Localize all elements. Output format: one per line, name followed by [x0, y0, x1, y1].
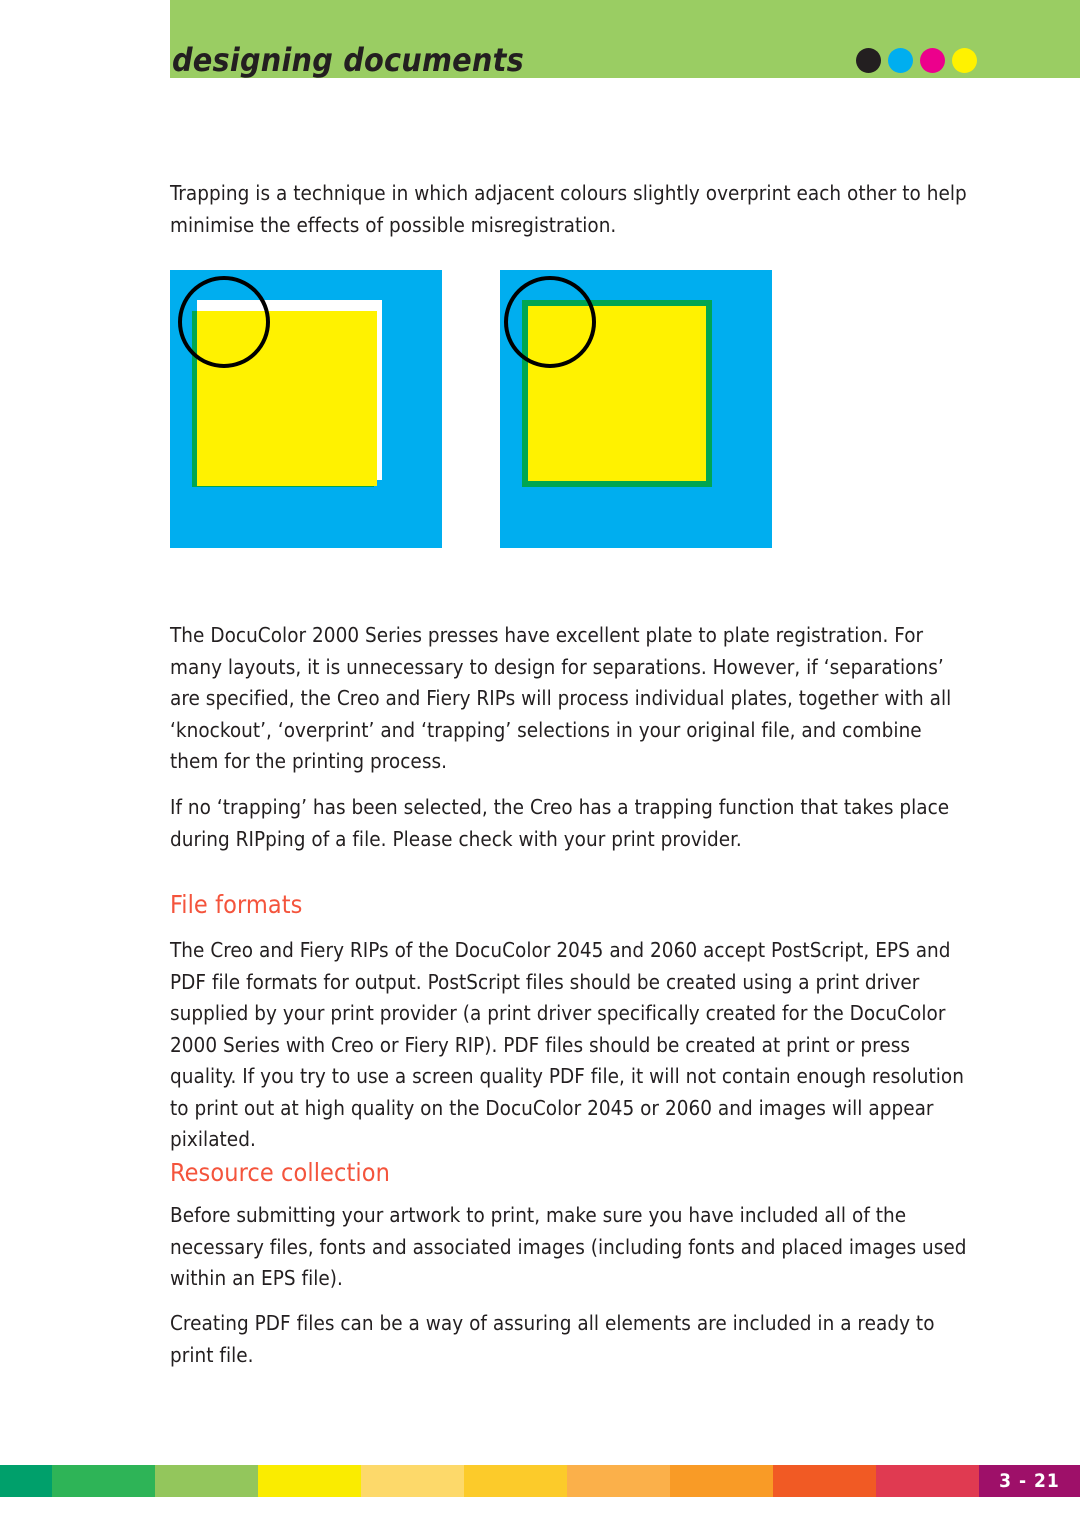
paragraph-file-formats: The Creo and Fiery RIPs of the DocuColor 2045 and 2060 accept PostScript, EPS and PDF file formats for output. PostScript files should be created using a print driver supplied by your print provider (a print driver specifically created for the DocuColor 2000 Series with Creo or Fiery RIP). PDF files should be created at print or press quality. If you try to use a screen quality PDF file, it will not contain enough resolution to print out at high quality on the DocuColor 2045 or 2060 and images will appear pixilated. [170, 938, 964, 1151]
footer-swatch [876, 1465, 979, 1497]
paragraph-pdf-ready: Creating PDF files can be a way of assuring all elements are included in a ready to print file. [170, 1311, 935, 1367]
heading-resource-collection: Resource collection [170, 1158, 390, 1187]
page-number: 3 - 21 [979, 1465, 1080, 1497]
footer-swatch [773, 1465, 876, 1497]
footer-swatch [567, 1465, 670, 1497]
footer-swatch [0, 1465, 52, 1497]
cmyk-dot-group [856, 48, 977, 73]
footer-swatch [52, 1465, 155, 1497]
cyan-dot-icon [888, 48, 913, 73]
figure-untrapped-example [170, 270, 442, 548]
footer-swatch [670, 1465, 773, 1497]
footer-swatch [361, 1465, 464, 1497]
footer-color-bar [0, 1465, 1080, 1497]
heading-file-formats: File formats [170, 890, 303, 919]
footer-swatch [258, 1465, 361, 1497]
paragraph-resource-collection: Before submitting your artwork to print, make sure you have included all of the necessary files, fonts and associated images (including fonts and placed images used within an EPS file). [170, 1203, 967, 1290]
magenta-dot-icon [920, 48, 945, 73]
footer-swatch [464, 1465, 567, 1497]
magnifier-circle-icon [178, 276, 270, 368]
page-title: designing documents [172, 41, 524, 79]
black-dot-icon [856, 48, 881, 73]
paragraph-trapping-intro: Trapping is a technique in which adjacent colours slightly overprint each other to help minimise the effects of possible misregistration. [170, 181, 967, 237]
paragraph-registration: The DocuColor 2000 Series presses have excellent plate to plate registration. For many layouts, it is unnecessary to design for separations. However, if ‘separations’ are specified, the Creo and Fiery RIPs will process individual plates, together with all ‘knockout’, ‘overprint’ and ‘trapping’ selections in your original file, and combine them for the printing process. [170, 623, 952, 773]
yellow-dot-icon [952, 48, 977, 73]
footer-swatch [155, 1465, 258, 1497]
figure-trapped-example [500, 270, 772, 548]
paragraph-creo-trapping: If no ‘trapping’ has been selected, the Creo has a trapping function that takes place during RIPping of a file. Please check with your print provider. [170, 795, 950, 851]
magnifier-circle-icon [504, 276, 596, 368]
